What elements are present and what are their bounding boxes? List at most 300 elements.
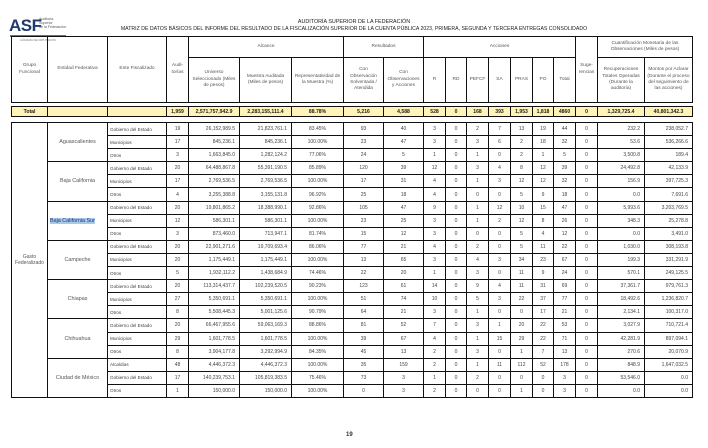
- cell-rd: 0: [446, 149, 467, 162]
- cell-montos: 710,721.4: [645, 319, 693, 332]
- cell-sugerencias: 0: [576, 319, 598, 332]
- cell-con-observaciones: 13: [384, 345, 424, 358]
- cell-universo: 22,901,271.6: [189, 240, 240, 253]
- ente-fiscalizado: Municipios: [108, 136, 167, 149]
- ente-fiscalizado: Otros: [108, 267, 167, 280]
- table-row: [12, 358, 693, 371]
- col-ente: Ente Fiscalizado: [108, 37, 167, 103]
- cell-r: 3: [424, 306, 446, 319]
- ente-fiscalizado: Gobierno del Estado: [108, 201, 167, 214]
- cell-solventada: 93: [344, 123, 384, 136]
- cell-pefcf: 1: [467, 214, 489, 227]
- cell-solventada: 23: [344, 136, 384, 149]
- ente-fiscalizado: Municipios: [108, 253, 167, 266]
- cell-muestra: 1,282,124.2: [240, 149, 292, 162]
- cell-muestra: 3,292,994.9: [240, 345, 292, 358]
- cell-muestra: 19,709,693.4: [240, 240, 292, 253]
- logo-sub-line: de la Federación: [39, 25, 66, 29]
- cell-montos: 331,291.9: [645, 253, 693, 266]
- cell-solventada: 24: [344, 149, 384, 162]
- entity-name-text: Chiapas: [67, 296, 88, 303]
- cell-solventada: 73: [344, 371, 384, 384]
- table-row: [12, 319, 693, 332]
- logo-sub-line: Auditoría: [39, 17, 54, 21]
- cell-sa: 0: [489, 240, 511, 253]
- cell-montos: 7,691.6: [645, 188, 693, 201]
- cell-solventada: 0: [344, 384, 384, 397]
- cell-solventada: 17: [344, 175, 384, 188]
- cell-montos: 20,070.9: [645, 345, 693, 358]
- cell-pras: 10: [511, 201, 533, 214]
- cell-rd: 0: [446, 332, 467, 345]
- table-row: [12, 188, 693, 201]
- entity-name: [48, 162, 108, 201]
- cell-auditorias: 8: [167, 306, 189, 319]
- cell-recuperaciones: 3,027.9: [598, 319, 645, 332]
- cell-auditorias: 20: [167, 253, 189, 266]
- cell-r: 4: [424, 188, 446, 201]
- cell-sa: 7: [489, 123, 511, 136]
- cell-universo: 873,460.0: [189, 227, 240, 240]
- total-con-observaciones: 4,588: [384, 107, 424, 117]
- cell-auditorias: 20: [167, 240, 189, 253]
- cell-pras: 12: [511, 214, 533, 227]
- cell-pefcf: 1: [467, 175, 489, 188]
- cell-pras: 5: [511, 240, 533, 253]
- cell-auditorias: 48: [167, 358, 189, 371]
- cell-rd: 0: [446, 358, 467, 371]
- cell-po: 31: [533, 280, 554, 293]
- cell-total-acciones: 22: [554, 240, 576, 253]
- cell-representatividad: 88.86%: [292, 319, 344, 332]
- cell-rd: 0: [446, 201, 467, 214]
- cell-universo: 64,488,867.8: [189, 162, 240, 175]
- cell-po: 9: [533, 188, 554, 201]
- cell-representatividad: 74.46%: [292, 267, 344, 280]
- cell-representatividad: 100.00%: [292, 175, 344, 188]
- cell-rd: 0: [446, 253, 467, 266]
- col-solventada: Con Observación Solventada / Atendida: [344, 58, 384, 103]
- cell-pefcf: 5: [467, 293, 489, 306]
- page-number: 19: [346, 432, 353, 438]
- cell-montos: 3,203,769.5: [645, 201, 693, 214]
- cell-universo: 5,508,445.3: [189, 306, 240, 319]
- entity-name-text: Ciudad de México: [55, 374, 100, 381]
- cell-rd: 0: [446, 293, 467, 306]
- cell-po: 17: [533, 306, 554, 319]
- total-recuperaciones: 1,329,725.4: [598, 107, 645, 117]
- table-row: [12, 332, 693, 345]
- cell-po: 22: [533, 319, 554, 332]
- total-universo: 2,571,757,942.9: [189, 107, 240, 117]
- cell-po: 11: [533, 240, 554, 253]
- col-pefcf: PEFCF: [467, 58, 489, 103]
- cell-r: 3: [424, 123, 446, 136]
- cell-sugerencias: 0: [576, 149, 598, 162]
- cell-pras: 11: [511, 267, 533, 280]
- table-row: [12, 280, 693, 293]
- cell-universo: 113,314,437.7: [189, 280, 240, 293]
- cell-representatividad: 81.74%: [292, 227, 344, 240]
- total-po: 1,818: [533, 107, 554, 117]
- cell-muestra: 3,155,131.8: [240, 188, 292, 201]
- cell-po: 8: [533, 214, 554, 227]
- cell-universo: 1,932,112.2: [189, 267, 240, 280]
- cell-auditorias: 20: [167, 201, 189, 214]
- cell-po: 15: [533, 201, 554, 214]
- ente-fiscalizado: Gobierno del Estado: [108, 319, 167, 332]
- cell-sugerencias: 0: [576, 280, 598, 293]
- cell-auditorias: 3: [167, 227, 189, 240]
- table-row: [12, 175, 693, 188]
- cell-sa: 0: [489, 306, 511, 319]
- cell-universo: 26,152,989.5: [189, 123, 240, 136]
- entity-name-text: Aguascalientes: [59, 139, 96, 146]
- entity-name: [48, 240, 108, 279]
- cell-universo: 1,175,449.1: [189, 253, 240, 266]
- cell-con-observaciones: 52: [384, 319, 424, 332]
- cell-sa: 2: [489, 214, 511, 227]
- cell-solventada: 22: [344, 267, 384, 280]
- cell-solventada: 64: [344, 306, 384, 319]
- cell-representatividad: 100.00%: [292, 332, 344, 345]
- cell-representatividad: 90.23%: [292, 280, 344, 293]
- cell-r: 3: [424, 253, 446, 266]
- cell-recuperaciones: 37,361.7: [598, 280, 645, 293]
- cell-r: 14: [424, 280, 446, 293]
- ente-fiscalizado: Gobierno del Estado: [108, 162, 167, 175]
- cell-sugerencias: 0: [576, 201, 598, 214]
- entity-name: [48, 319, 108, 358]
- col-pras: PRAS: [511, 58, 533, 103]
- cell-pefcf: 1: [467, 201, 489, 214]
- ente-fiscalizado: Otros: [108, 188, 167, 201]
- cell-con-observaciones: 3: [384, 371, 424, 384]
- document-title: AUDITORÍA SUPERIOR DE LA FEDERACIÓN: [297, 19, 411, 25]
- group-label: Gasto Federalizado: [12, 123, 48, 398]
- entity-name-text: Chihuahua: [64, 335, 91, 342]
- cell-con-observaciones: 31: [384, 175, 424, 188]
- cell-pefcf: 2: [467, 371, 489, 384]
- total-sa: 393: [489, 107, 511, 117]
- cell-pefcf: 2: [467, 240, 489, 253]
- cell-rd: 0: [446, 214, 467, 227]
- cell-rd: 0: [446, 240, 467, 253]
- cell-auditorias: 3: [167, 149, 189, 162]
- ente-fiscalizado: Municipios: [108, 214, 167, 227]
- cell-muestra: 5,350,691.1: [240, 293, 292, 306]
- cell-r: 1: [424, 267, 446, 280]
- cell-total-acciones: 77: [554, 293, 576, 306]
- cell-po: 12: [533, 162, 554, 175]
- cell-sa: 3: [489, 175, 511, 188]
- col-po: PO: [533, 58, 554, 103]
- cell-representatividad: 90.79%: [292, 306, 344, 319]
- total-muestra: 2,283,155,111.4: [240, 107, 292, 117]
- cell-representatividad: 100.00%: [292, 253, 344, 266]
- cell-po: 22: [533, 332, 554, 345]
- cell-r: 3: [424, 136, 446, 149]
- table-row: [12, 267, 693, 280]
- total-row: [12, 107, 693, 117]
- col-r: R: [424, 58, 446, 103]
- cell-auditorias: 29: [167, 332, 189, 345]
- ente-fiscalizado: Gobierno del Estado: [108, 240, 167, 253]
- col-montos: Montos por Aclarar (Durante el proceso del seguimiento de las acciones): [645, 58, 693, 103]
- cell-pefcf: 3: [467, 345, 489, 358]
- cell-con-observaciones: 18: [384, 188, 424, 201]
- col-cuantificacion: Cuantificación Monetaria de las Observaciones (Miles de pesos): [598, 37, 693, 58]
- cell-recuperaciones: 0.0: [598, 188, 645, 201]
- cell-pras: 1: [511, 345, 533, 358]
- cell-solventada: 120: [344, 162, 384, 175]
- cell-po: 52: [533, 358, 554, 371]
- cell-solventada: 23: [344, 214, 384, 227]
- cell-po: 0: [533, 384, 554, 397]
- cell-r: 2: [424, 358, 446, 371]
- cell-montos: 0.0: [645, 384, 693, 397]
- entity-name: [48, 358, 108, 397]
- ente-fiscalizado: Alcaldías: [108, 358, 167, 371]
- cell-rd: 0: [446, 123, 467, 136]
- cell-con-observaciones: 21: [384, 306, 424, 319]
- cell-con-observaciones: 159: [384, 358, 424, 371]
- total-auditorias: 1,959: [167, 107, 189, 117]
- cell-muestra: 59,063,169.3: [240, 319, 292, 332]
- cell-universo: 19,801,865.2: [189, 201, 240, 214]
- cell-auditorias: 17: [167, 136, 189, 149]
- cell-total-acciones: 18: [554, 188, 576, 201]
- ente-fiscalizado: Municipios: [108, 332, 167, 345]
- cell-montos: 25,278.8: [645, 214, 693, 227]
- col-resultados: Resultados: [344, 37, 424, 58]
- table-row: [12, 240, 693, 253]
- cell-representatividad: 77.06%: [292, 149, 344, 162]
- cell-muestra: 21,823,761.1: [240, 123, 292, 136]
- cell-rd: 0: [446, 267, 467, 280]
- header-table: [11, 36, 693, 103]
- cell-total-acciones: 178: [554, 358, 576, 371]
- cell-universo: 3,255,388.8: [189, 188, 240, 201]
- cell-r: 12: [424, 162, 446, 175]
- cell-montos: 42,133.9: [645, 162, 693, 175]
- total-r: 528: [424, 107, 446, 117]
- cell-solventada: 123: [344, 280, 384, 293]
- table-row: [12, 214, 693, 227]
- cell-con-observaciones: 47: [384, 201, 424, 214]
- col-sugerencias: Suge-rencias: [576, 37, 598, 103]
- cell-recuperaciones: 42,281.9: [598, 332, 645, 345]
- cell-recuperaciones: 270.6: [598, 345, 645, 358]
- cell-r: 9: [424, 201, 446, 214]
- cell-representatividad: 100.00%: [292, 358, 344, 371]
- cell-sugerencias: 0: [576, 162, 598, 175]
- cell-recuperaciones: 348.3: [598, 214, 645, 227]
- cell-r: 3: [424, 214, 446, 227]
- cell-universo: 2,769,536.5: [189, 175, 240, 188]
- table-row: [12, 201, 693, 214]
- cell-muestra: 1,438,684.9: [240, 267, 292, 280]
- cell-auditorias: 20: [167, 280, 189, 293]
- total-acciones: 4860: [554, 107, 576, 117]
- cell-sa: 15: [489, 332, 511, 345]
- cell-sugerencias: 0: [576, 240, 598, 253]
- total-solventada: 5,216: [344, 107, 384, 117]
- cell-montos: 897,094.1: [645, 332, 693, 345]
- cell-sa: 0: [489, 371, 511, 384]
- cell-pras: 29: [511, 332, 533, 345]
- ente-fiscalizado: Gobierno del Estado: [108, 123, 167, 136]
- cell-pras: 112: [511, 358, 533, 371]
- cell-sugerencias: 0: [576, 371, 598, 384]
- ente-fiscalizado: Otros: [108, 306, 167, 319]
- cell-sugerencias: 0: [576, 358, 598, 371]
- cell-po: 9: [533, 267, 554, 280]
- cell-universo: 3,904,177.8: [189, 345, 240, 358]
- cell-pefcf: 0: [467, 384, 489, 397]
- cell-muestra: 1,175,449.1: [240, 253, 292, 266]
- cell-sa: 0: [489, 384, 511, 397]
- cell-auditorias: 27: [167, 293, 189, 306]
- cell-sa: 6: [489, 136, 511, 149]
- cell-muestra: 5,001,125.6: [240, 306, 292, 319]
- cell-muestra: 55,391,190.5: [240, 162, 292, 175]
- cell-recuperaciones: 570.1: [598, 267, 645, 280]
- table-row: [12, 227, 693, 240]
- cell-sugerencias: 0: [576, 332, 598, 345]
- cell-muestra: 4,446,372.3: [240, 358, 292, 371]
- col-recuperaciones: Recuperaciones Totales Operadas (Durante la auditoría): [598, 58, 645, 103]
- total-pras: 1,953: [511, 107, 533, 117]
- cell-con-observaciones: 74: [384, 293, 424, 306]
- cell-r: 1: [424, 149, 446, 162]
- cell-sa: 1: [489, 319, 511, 332]
- total-representatividad: 88.78%: [292, 107, 344, 117]
- cell-universo: 845,236.1: [189, 136, 240, 149]
- col-con-observaciones: Con Observaciones y Acciones: [384, 58, 424, 103]
- cell-recuperaciones: 24,492.8: [598, 162, 645, 175]
- cell-pefcf: 3: [467, 136, 489, 149]
- cell-rd: 0: [446, 345, 467, 358]
- cell-pras: 2: [511, 136, 533, 149]
- cell-sugerencias: 0: [576, 136, 598, 149]
- cell-con-observaciones: 12: [384, 227, 424, 240]
- total-sugerencias: 0: [576, 107, 598, 117]
- cell-recuperaciones: 848.9: [598, 358, 645, 371]
- cell-sa: 11: [489, 358, 511, 371]
- cell-r: 4: [424, 175, 446, 188]
- entity-name-text[interactable]: Baja California Sur: [50, 217, 95, 224]
- cell-po: 12: [533, 175, 554, 188]
- cell-pras: 11: [511, 280, 533, 293]
- cell-universo: 1,601,778.5: [189, 332, 240, 345]
- cell-po: 19: [533, 123, 554, 136]
- cell-con-observaciones: 67: [384, 332, 424, 345]
- cell-auditorias: 17: [167, 371, 189, 384]
- cell-recuperaciones: 232.2: [598, 123, 645, 136]
- cell-r: 10: [424, 293, 446, 306]
- cell-muestra: 18,388,990.1: [240, 201, 292, 214]
- cell-po: 1: [533, 149, 554, 162]
- cell-total-acciones: 32: [554, 175, 576, 188]
- cell-pefcf: 0: [467, 227, 489, 240]
- col-rd: RD: [446, 58, 467, 103]
- cell-recuperaciones: 53.6: [598, 136, 645, 149]
- cell-r: 1: [424, 371, 446, 384]
- cell-pefcf: 1: [467, 306, 489, 319]
- cell-pras: 20: [511, 319, 533, 332]
- cell-solventada: 39: [344, 332, 384, 345]
- cell-rd: 0: [446, 188, 467, 201]
- cell-muestra: 150,000.0: [240, 384, 292, 397]
- cell-representatividad: 85.89%: [292, 162, 344, 175]
- cell-montos: 979,761.3: [645, 280, 693, 293]
- cell-total-acciones: 69: [554, 280, 576, 293]
- cell-representatividad: 100.00%: [292, 384, 344, 397]
- cell-r: 2: [424, 384, 446, 397]
- cell-solventada: 81: [344, 319, 384, 332]
- cell-con-observaciones: 39: [384, 162, 424, 175]
- col-entidad: Entidad Federativa: [48, 37, 108, 103]
- logo-sub-line: Superior: [39, 21, 53, 25]
- table-row: [12, 306, 693, 319]
- cell-recuperaciones: 199.3: [598, 253, 645, 266]
- cell-sugerencias: 0: [576, 267, 598, 280]
- cell-auditorias: 17: [167, 175, 189, 188]
- cell-rd: 0: [446, 280, 467, 293]
- cell-pras: 12: [511, 175, 533, 188]
- cell-pefcf: 3: [467, 162, 489, 175]
- cell-recuperaciones: 53,546.0: [598, 371, 645, 384]
- entity-name: [48, 201, 108, 240]
- cell-universo: 4,446,372.3: [189, 358, 240, 371]
- cell-total-acciones: 32: [554, 136, 576, 149]
- ente-fiscalizado: Otros: [108, 384, 167, 397]
- ente-fiscalizado: Otros: [108, 227, 167, 240]
- ente-fiscalizado: Municipios: [108, 175, 167, 188]
- ente-fiscalizado: Otros: [108, 149, 167, 162]
- ente-fiscalizado: Otros: [108, 345, 167, 358]
- cell-solventada: 13: [344, 253, 384, 266]
- cell-total-acciones: 3: [554, 371, 576, 384]
- table-row: [12, 371, 693, 384]
- cell-montos: 308,193.8: [645, 240, 693, 253]
- cell-po: 4: [533, 227, 554, 240]
- cell-montos: 238,052.7: [645, 123, 693, 136]
- cell-solventada: 25: [344, 188, 384, 201]
- cell-representatividad: 86.06%: [292, 240, 344, 253]
- cell-montos: 1,236,820.7: [645, 293, 693, 306]
- table-row: [12, 253, 693, 266]
- cell-r: 4: [424, 240, 446, 253]
- cell-universo: 140,239,753.1: [189, 371, 240, 384]
- cell-universo: 586,301.1: [189, 214, 240, 227]
- cell-po: 37: [533, 293, 554, 306]
- cell-pefcf: 4: [467, 253, 489, 266]
- cell-r: 4: [424, 332, 446, 345]
- cell-sa: 4: [489, 162, 511, 175]
- cell-montos: 0.0: [645, 371, 693, 384]
- total-label: Total: [12, 107, 48, 117]
- total-empty: [48, 107, 108, 117]
- cell-rd: 0: [446, 319, 467, 332]
- col-grupo: Grupo Funcional: [12, 37, 48, 103]
- cell-con-observaciones: 25: [384, 214, 424, 227]
- cell-pras: 22: [511, 293, 533, 306]
- cell-montos: 249,125.5: [645, 267, 693, 280]
- cell-total-acciones: 13: [554, 345, 576, 358]
- entity-name: [48, 123, 108, 162]
